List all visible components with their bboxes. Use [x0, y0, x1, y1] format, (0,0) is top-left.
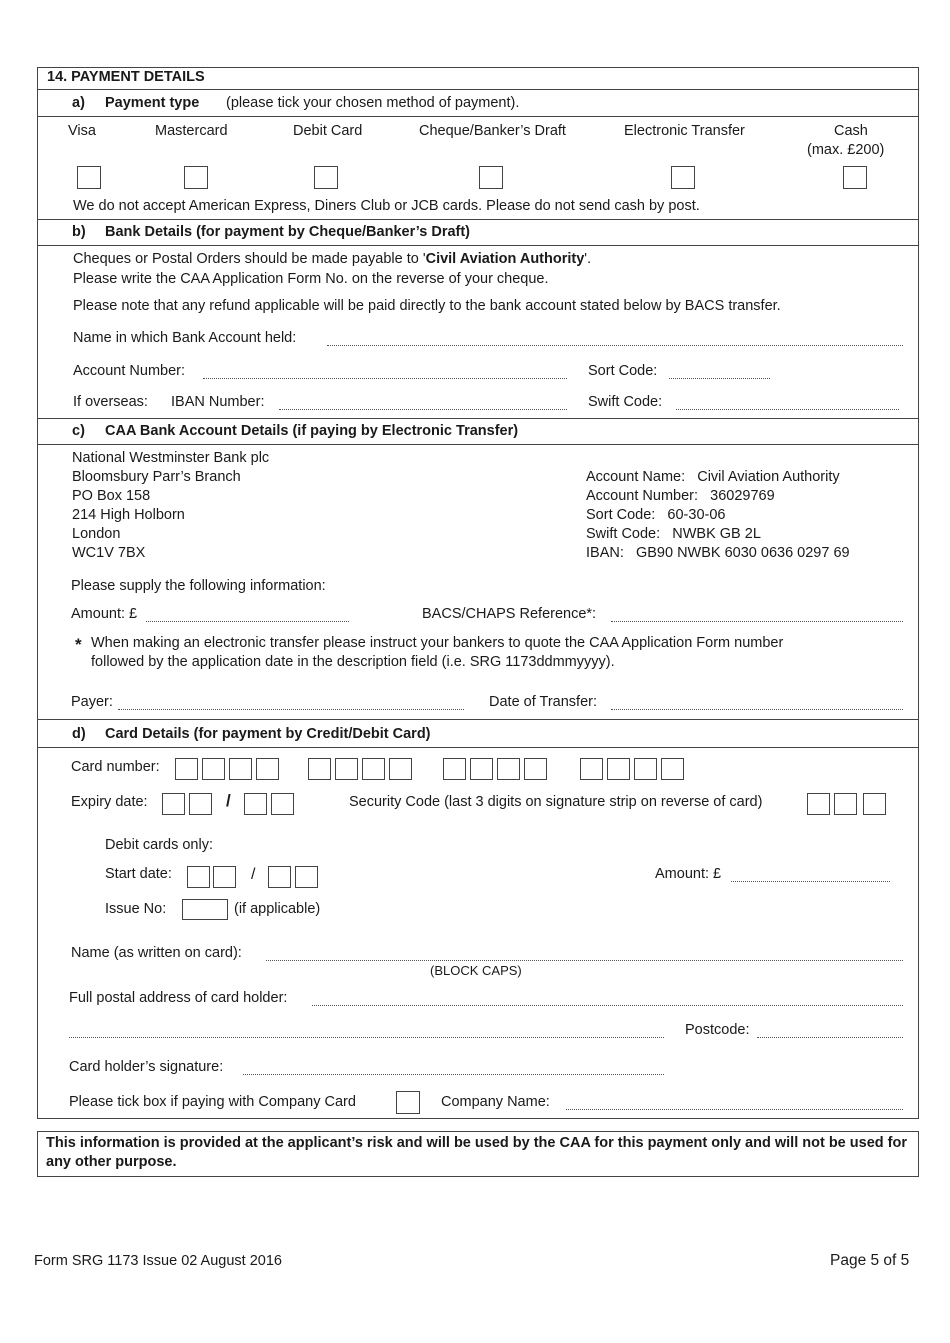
sort-code-field[interactable]	[669, 378, 770, 379]
footer-form-id: Form SRG 1173 Issue 02 August 2016	[34, 1253, 282, 1269]
postal-address-field[interactable]	[312, 1005, 903, 1006]
account-number-field[interactable]	[203, 378, 567, 379]
start-month-digit[interactable]	[187, 866, 210, 888]
issue-no-note: (if applicable)	[234, 901, 321, 917]
expiry-month-digit[interactable]	[189, 793, 212, 815]
refund-note: Please note that any refund applicable will be paid directly to the bank account stated below by BACS transfer.	[73, 298, 781, 314]
card-number-digit[interactable]	[470, 758, 493, 780]
caa-account-number	[586, 488, 775, 504]
write-form-no: Please write the CAA Application Form No. on the reverse of your cheque.	[73, 271, 549, 287]
divider	[37, 116, 918, 117]
section-b-letter: b)	[72, 224, 86, 240]
method-label-cheque: Cheque/Banker’s Draft	[419, 123, 566, 139]
card-amount-field[interactable]	[731, 881, 890, 882]
company-name-field[interactable]	[566, 1109, 903, 1110]
card-number-digit[interactable]	[497, 758, 520, 780]
block-caps-note: (BLOCK CAPS)	[430, 963, 522, 978]
caa-account-name-label: Account Name:	[586, 469, 686, 485]
security-code-digit[interactable]	[863, 793, 886, 815]
method-label-cash-note: (max. £200)	[807, 142, 885, 158]
card-number-digit[interactable]	[175, 758, 198, 780]
caa-iban	[586, 545, 850, 561]
divider	[37, 719, 918, 720]
footnote-asterisk: *	[75, 635, 82, 654]
checkbox-mastercard[interactable]	[184, 166, 208, 189]
supply-info-text: Please supply the following information:	[71, 578, 326, 594]
card-number-digit[interactable]	[580, 758, 603, 780]
security-code-digit[interactable]	[807, 793, 830, 815]
bank-address-line: London	[72, 526, 121, 542]
section-a-letter: a)	[72, 95, 85, 111]
section-b-heading: Bank Details (for payment by Cheque/Banker’s Draft)	[105, 224, 471, 240]
card-number-label: Card number:	[71, 759, 160, 775]
debit-only-label: Debit cards only:	[105, 837, 213, 853]
divider	[37, 418, 918, 419]
swift-code-label: Swift Code:	[588, 394, 663, 410]
card-number-digit[interactable]	[524, 758, 547, 780]
expiry-year-digit[interactable]	[271, 793, 294, 815]
start-year-digit[interactable]	[295, 866, 318, 888]
method-label-mastercard: Mastercard	[155, 123, 228, 139]
signature-field[interactable]	[243, 1074, 664, 1075]
date-of-transfer-label: Date of Transfer:	[489, 694, 597, 710]
checkbox-visa[interactable]	[77, 166, 101, 189]
payer-label: Payer:	[71, 694, 113, 710]
card-number-digit[interactable]	[607, 758, 630, 780]
postcode-field[interactable]	[757, 1037, 903, 1038]
signature-label: Card holder’s signature:	[69, 1059, 224, 1075]
security-code-digit[interactable]	[834, 793, 857, 815]
start-year-digit[interactable]	[268, 866, 291, 888]
caa-swift-code-value: NWBK GB 2L	[672, 526, 761, 542]
privacy-notice: This information is provided at the applicant’s risk and will be used by the CAA for this payment only and will not be used for any other purpose.	[46, 1135, 907, 1170]
company-card-label: Please tick box if paying with Company Card	[69, 1094, 356, 1110]
section-c-heading: CAA Bank Account Details (if paying by Electronic Transfer)	[105, 423, 519, 439]
caa-iban-value: GB90 NWBK 6030 0636 0297 69	[635, 545, 850, 561]
bank-address-line: National Westminster Bank plc	[72, 450, 270, 466]
overseas-label: If overseas:	[73, 394, 148, 410]
expiry-slash: /	[226, 791, 231, 810]
bacs-reference-field[interactable]	[611, 621, 903, 622]
card-number-digit[interactable]	[634, 758, 657, 780]
checkbox-cash[interactable]	[843, 166, 867, 189]
method-label-visa: Visa	[68, 123, 96, 139]
card-number-digit[interactable]	[335, 758, 358, 780]
caa-swift-code-label: Swift Code:	[586, 526, 661, 542]
bank-address-line: PO Box 158	[72, 488, 151, 504]
payable-pre: Cheques or Postal Orders should be made payable to '	[73, 251, 426, 267]
expiry-year-digit[interactable]	[244, 793, 267, 815]
swift-code-field[interactable]	[676, 409, 899, 410]
postcode-label: Postcode:	[685, 1022, 750, 1038]
section-d-heading: Card Details (for payment by Credit/Debit Card)	[105, 726, 431, 742]
card-number-digit[interactable]	[661, 758, 684, 780]
payable-post: '.	[584, 251, 592, 267]
caa-account-number-value: 36029769	[710, 488, 775, 504]
cardholder-name-field[interactable]	[266, 960, 903, 961]
checkbox-debit[interactable]	[314, 166, 338, 189]
section-a-heading: Payment type	[105, 95, 200, 111]
transfer-amount-field[interactable]	[146, 621, 349, 622]
card-number-digit[interactable]	[362, 758, 385, 780]
footer-page-number: Page 5 of 5	[830, 1252, 910, 1269]
bank-account-name-label: Name in which Bank Account held:	[73, 330, 297, 346]
section-d-letter: d)	[72, 726, 86, 742]
section-title: 14. PAYMENT DETAILS	[47, 69, 205, 85]
caa-swift-code	[586, 526, 761, 542]
postal-address-label: Full postal address of card holder:	[69, 990, 288, 1006]
caa-account-number-label: Account Number:	[586, 488, 699, 504]
card-number-digit[interactable]	[229, 758, 252, 780]
footnote-line-1: When making an electronic transfer please instruct your bankers to quote the CAA Application Form number	[91, 635, 784, 651]
divider	[37, 219, 918, 220]
issue-no-field[interactable]	[182, 899, 228, 920]
security-code-label: Security Code (last 3 digits on signature strip on reverse of card)	[349, 794, 763, 810]
iban-number-field[interactable]	[279, 409, 567, 410]
section-a-note: (please tick your chosen method of payment).	[226, 95, 520, 111]
footnote-line-2: followed by the application date in the description field (i.e. SRG 1173ddmmyyyy).	[91, 654, 615, 670]
checkbox-cheque[interactable]	[479, 166, 503, 189]
divider	[37, 444, 918, 445]
card-disclaimer: We do not accept American Express, Diners Club or JCB cards. Please do not send cash by post.	[73, 198, 700, 214]
card-number-digit[interactable]	[256, 758, 279, 780]
payable-text	[73, 251, 591, 267]
transfer-amount-label: Amount: £	[71, 606, 138, 622]
method-label-cash: Cash	[834, 123, 868, 139]
iban-number-label: IBAN Number:	[171, 394, 265, 410]
method-label-debit: Debit Card	[293, 123, 363, 139]
account-number-label: Account Number:	[73, 363, 186, 379]
issue-no-label: Issue No:	[105, 901, 167, 917]
bank-address-line: 214 High Holborn	[72, 507, 185, 523]
divider	[37, 747, 918, 748]
card-amount-label: Amount: £	[655, 866, 722, 882]
method-label-electronic: Electronic Transfer	[624, 123, 745, 139]
payable-name: Civil Aviation Authority	[425, 251, 585, 267]
caa-sort-code-label: Sort Code:	[586, 507, 656, 523]
sort-code-label: Sort Code:	[588, 363, 658, 379]
bank-address-line: WC1V 7BX	[72, 545, 146, 561]
expiry-month-digit[interactable]	[162, 793, 185, 815]
card-number-digit[interactable]	[308, 758, 331, 780]
divider	[37, 245, 918, 246]
bacs-reference-label: BACS/CHAPS Reference*:	[422, 606, 597, 622]
checkbox-electronic[interactable]	[671, 166, 695, 189]
section-c-letter: c)	[72, 423, 85, 439]
caa-sort-code-value: 60-30-06	[667, 507, 726, 523]
date-of-transfer-field[interactable]	[611, 709, 903, 710]
start-date-label: Start date:	[105, 866, 172, 882]
caa-sort-code	[586, 507, 725, 523]
card-number-digit[interactable]	[202, 758, 225, 780]
payer-field[interactable]	[118, 709, 464, 710]
postal-address-field-2[interactable]	[69, 1037, 664, 1038]
company-name-label: Company Name:	[441, 1094, 550, 1110]
card-number-digit[interactable]	[443, 758, 466, 780]
bank-account-name-field[interactable]	[327, 345, 903, 346]
start-date-slash: /	[251, 866, 256, 883]
card-number-digit[interactable]	[389, 758, 412, 780]
expiry-date-label: Expiry date:	[71, 794, 148, 810]
start-month-digit[interactable]	[213, 866, 236, 888]
caa-account-name	[586, 469, 840, 485]
cardholder-name-label: Name (as written on card):	[71, 945, 242, 961]
divider	[37, 89, 918, 90]
caa-account-name-value: Civil Aviation Authority	[697, 469, 840, 485]
caa-iban-label: IBAN:	[586, 545, 624, 561]
company-card-checkbox[interactable]	[396, 1091, 420, 1114]
bank-address-line: Bloomsbury Parr’s Branch	[72, 469, 241, 485]
